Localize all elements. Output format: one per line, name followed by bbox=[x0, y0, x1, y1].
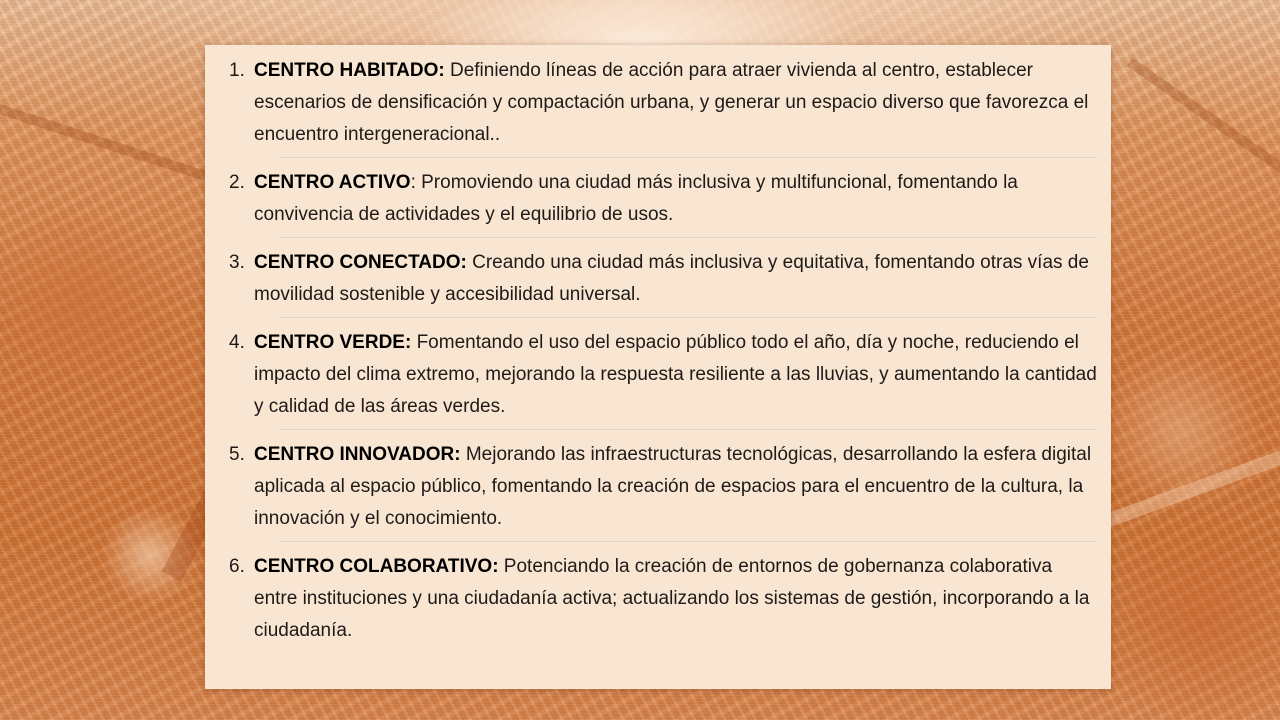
item-description: Fomentando el uso del espacio público todo el año, día y noche, reduciendo el impacto del clima extremo, mejorando la respuesta resiliente a las lluvias, y aumentando la cantidad y calidad de las áreas verdes. bbox=[254, 332, 1097, 417]
list-item-centro-colaborativo bbox=[229, 551, 1097, 647]
item-title-separator: : bbox=[410, 172, 416, 193]
strategy-list-panel bbox=[205, 45, 1111, 689]
list-item-centro-habitado bbox=[229, 55, 1097, 158]
item-number: 1. bbox=[229, 60, 245, 81]
item-description: Creando una ciudad más inclusiva y equitativa, fomentando otras vías de movilidad sostenible y accesibilidad universal. bbox=[254, 252, 1089, 305]
item-description: Mejorando las infraestructuras tecnológicas, desarrollando la esfera digital aplicada al espacio público, fomentando la creación de espacios para el encuentro de la cultura, la innovación y el conocimiento. bbox=[254, 444, 1092, 529]
strategy-list bbox=[229, 55, 1097, 647]
item-number: 6. bbox=[229, 556, 245, 577]
item-title: CENTRO HABITADO: bbox=[254, 60, 445, 81]
item-number: 4. bbox=[229, 332, 245, 353]
list-item-centro-innovador bbox=[229, 439, 1097, 542]
background-avenue bbox=[1127, 58, 1280, 192]
item-title: CENTRO VERDE: bbox=[254, 332, 412, 353]
item-title: CENTRO INNOVADOR: bbox=[254, 444, 461, 465]
divider bbox=[279, 157, 1097, 158]
item-number: 3. bbox=[229, 252, 245, 273]
list-item-centro-verde bbox=[229, 327, 1097, 430]
item-description: Promoviendo una ciudad más inclusiva y multifuncional, fomentando la convivencia de actividades y el equilibrio de usos. bbox=[254, 172, 1018, 225]
list-item-centro-activo bbox=[229, 167, 1097, 238]
item-title: CENTRO ACTIVO bbox=[254, 172, 411, 193]
item-description: Potenciando la creación de entornos de gobernanza colaborativa entre instituciones y una ciudadanía activa; actualizando los sistemas de gestión, incorporando a la ciudadanía. bbox=[254, 556, 1090, 641]
item-title: CENTRO CONECTADO: bbox=[254, 252, 467, 273]
list-item-centro-conectado bbox=[229, 247, 1097, 318]
divider bbox=[279, 429, 1097, 430]
item-number: 5. bbox=[229, 444, 245, 465]
divider bbox=[279, 237, 1097, 238]
divider bbox=[279, 317, 1097, 318]
divider bbox=[279, 541, 1097, 542]
item-description: Definiendo líneas de acción para atraer vivienda al centro, establecer escenarios de densificación y compactación urbana, y generar un espacio diverso que favorezca el encuentro intergeneracional.. bbox=[254, 60, 1089, 145]
item-title: CENTRO COLABORATIVO: bbox=[254, 556, 499, 577]
item-number: 2. bbox=[229, 172, 245, 193]
